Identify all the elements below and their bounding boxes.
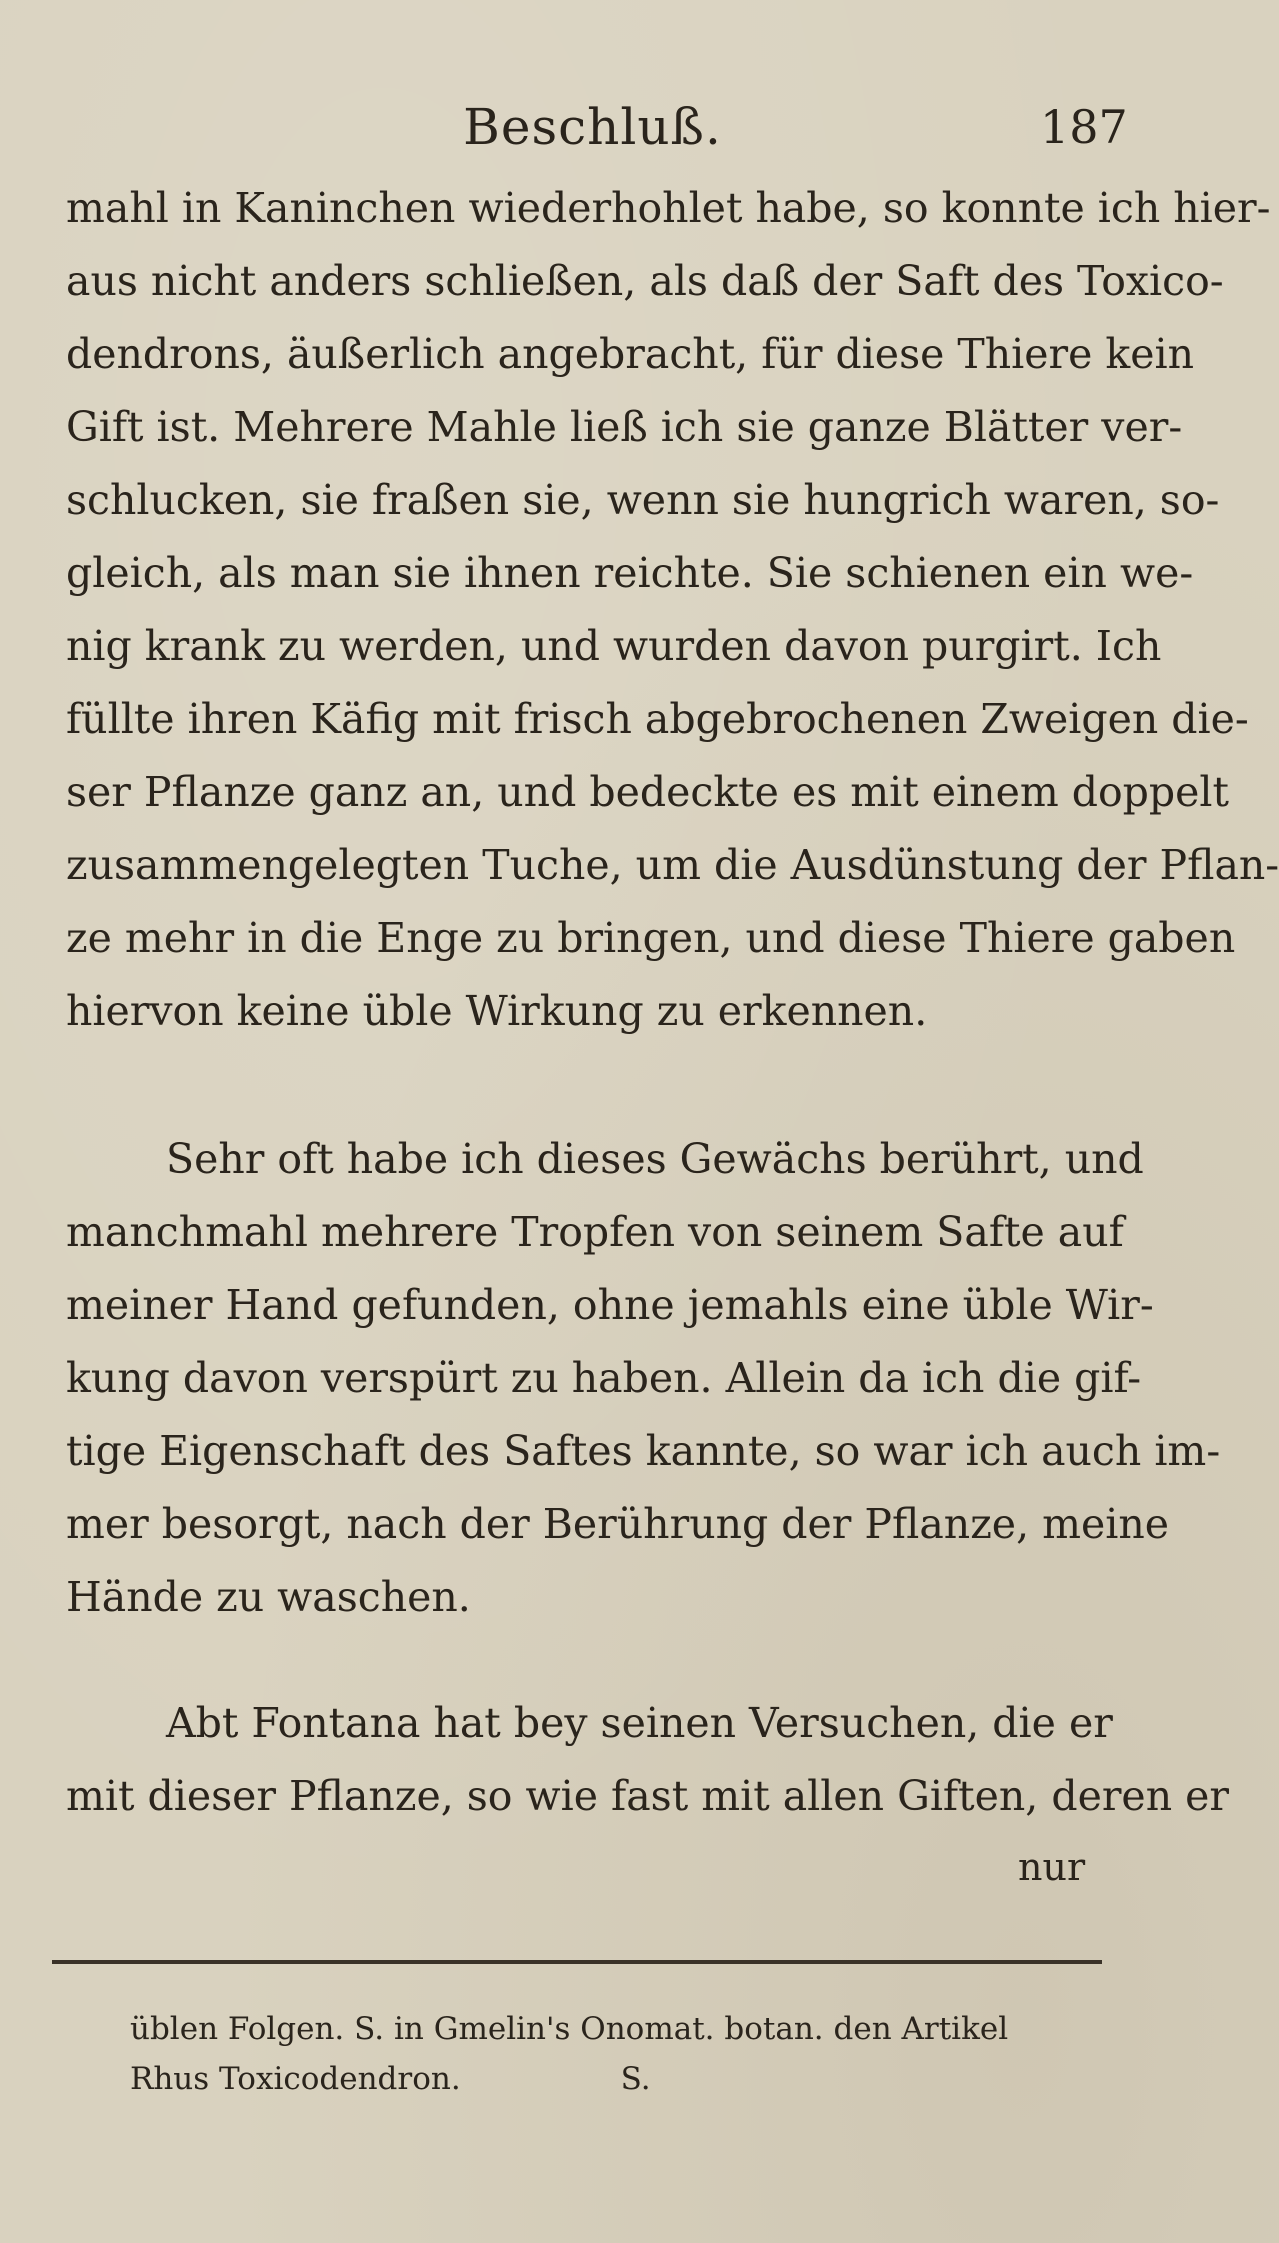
paragraph-2 xyxy=(66,1123,1221,1634)
text-line: kung davon verspürt zu haben. Allein da ich die gif- xyxy=(66,1354,1142,1402)
text-line: gleich, als man sie ihnen reichte. Sie schienen ein we- xyxy=(66,549,1194,597)
paragraph-3 xyxy=(66,1687,1229,1833)
text-line: aus nicht anders schließen, als daß der Saft des Toxico- xyxy=(66,257,1224,305)
text-line: zusammengelegten Tuche, um die Ausdünstung der Pflan- xyxy=(66,841,1279,889)
text-line: dendrons, äußerlich angebracht, für diese Thiere kein xyxy=(66,330,1195,378)
page-number: 187 xyxy=(1040,100,1128,154)
paragraph-1 xyxy=(66,172,1279,1048)
text-line: nig krank zu werden, und wurden davon purgirt. Ich xyxy=(66,622,1162,670)
text-line: ze mehr in die Enge zu bringen, und diese Thiere gaben xyxy=(66,914,1236,962)
text-line: hiervon keine üble Wirkung zu erkennen. xyxy=(66,987,928,1035)
text-line: Gift ist. Mehrere Mahle ließ ich sie ganze Blätter ver- xyxy=(66,403,1183,451)
text-line: schlucken, sie fraßen sie, wenn sie hungrich waren, so- xyxy=(66,476,1220,524)
text-line: Hände zu waschen. xyxy=(66,1573,471,1621)
footnote xyxy=(130,2004,1120,2104)
running-head-title: Beschluß. xyxy=(463,98,722,156)
footnote-reference: Rhus Toxicodendron. xyxy=(130,2061,461,2097)
text-line: ser Pflanze ganz an, und bedeckte es mit einem doppelt xyxy=(66,768,1230,816)
text-line: mahl in Kaninchen wiederhohlet habe, so konnte ich hier- xyxy=(66,184,1271,232)
text-line: manchmahl mehrere Tropfen von seinem Safte auf xyxy=(66,1208,1124,1256)
text-line: meiner Hand gefunden, ohne jemahls eine üble Wir- xyxy=(66,1281,1154,1329)
footnote-signature: S. xyxy=(620,2061,651,2097)
text-line: tige Eigenschaft des Saftes kannte, so war ich auch im- xyxy=(66,1427,1221,1475)
text-line: Sehr oft habe ich dieses Gewächs berührt, und xyxy=(166,1135,1144,1183)
text-line: füllte ihren Käfig mit frisch abgebrochenen Zweigen die- xyxy=(66,695,1249,743)
text-line: mer besorgt, nach der Berührung der Pflanze, meine xyxy=(66,1500,1170,1548)
footnote-divider xyxy=(52,1960,1102,1964)
catchword: nur xyxy=(1018,1845,1086,1889)
footnote-line xyxy=(130,2054,1120,2104)
text-line: mit dieser Pflanze, so wie fast mit allen Giften, deren er xyxy=(66,1772,1229,1820)
text-line: Abt Fontana hat bey seinen Versuchen, die er xyxy=(166,1699,1113,1747)
footnote-line: üblen Folgen. S. in Gmelin's Onomat. botan. den Artikel xyxy=(130,2011,1009,2047)
